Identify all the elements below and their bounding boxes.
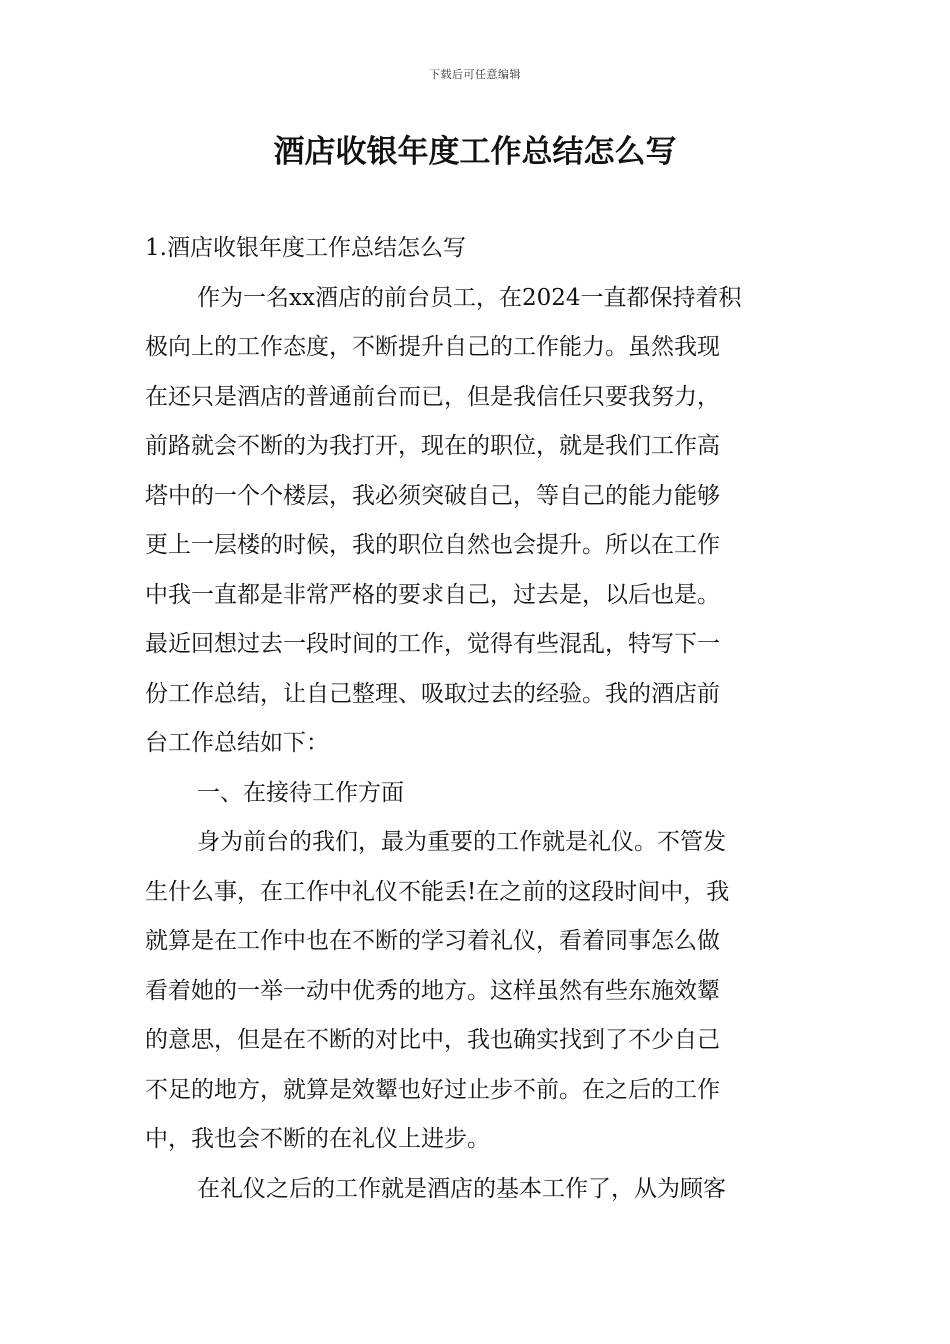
text-line: 生什么事，在工作中礼仪不能丢!在之前的这段时间中，我 <box>145 878 730 905</box>
text-line: 份工作总结，让自己整理、吸取过去的经验。我的酒店前 <box>145 680 720 707</box>
text-line: 在还只是酒店的普通前台而已，但是我信任只要我努力， <box>145 383 720 410</box>
document-title: 酒店收银年度工作总结怎么写 <box>273 134 677 170</box>
document-body <box>145 224 810 1214</box>
text-line: 作为一名xx酒店的前台员工，在2024一直都保持着积 <box>197 284 742 311</box>
text-line: 台工作总结如下： <box>145 730 329 756</box>
text-line: 在礼仪之后的工作就是酒店的基本工作了，从为顾客 <box>197 1175 726 1202</box>
text-line: 一、在接待工作方面 <box>197 779 404 806</box>
text-line: 1.酒店收银年度工作总结怎么写 <box>145 235 466 261</box>
text-line: 中，我也会不断的在礼仪上进步。 <box>145 1126 490 1152</box>
text-line: 身为前台的我们，最为重要的工作就是礼仪。不管发 <box>197 829 726 855</box>
text-line: 中我一直都是非常严格的要求自己，过去是，以后也是。 <box>145 581 720 608</box>
header-note: 下载后可任意编辑 <box>429 68 521 81</box>
text-line: 最近回想过去一段时间的工作，觉得有些混乱，特写下一 <box>145 631 720 657</box>
text-line: 极向上的工作态度，不断提升自己的工作能力。虽然我现 <box>145 334 720 360</box>
text-line: 不足的地方，就算是效颦也好过止步不前。在之后的工作 <box>145 1076 720 1103</box>
text-line: 塔中的一个个楼层，我必须突破自己，等自己的能力能够 <box>145 482 720 509</box>
text-line: 的意思，但是在不断的对比中，我也确实找到了不少自己 <box>145 1027 720 1053</box>
text-line: 前路就会不断的为我打开，现在的职位，就是我们工作高 <box>145 433 720 459</box>
text-line: 看着她的一举一动中优秀的地方。这样虽然有些东施效颦 <box>145 977 720 1004</box>
text-line: 就算是在工作中也在不断的学习着礼仪，看着同事怎么做 <box>145 928 720 954</box>
text-line: 更上一层楼的时候，我的职位自然也会提升。所以在工作 <box>145 532 720 558</box>
